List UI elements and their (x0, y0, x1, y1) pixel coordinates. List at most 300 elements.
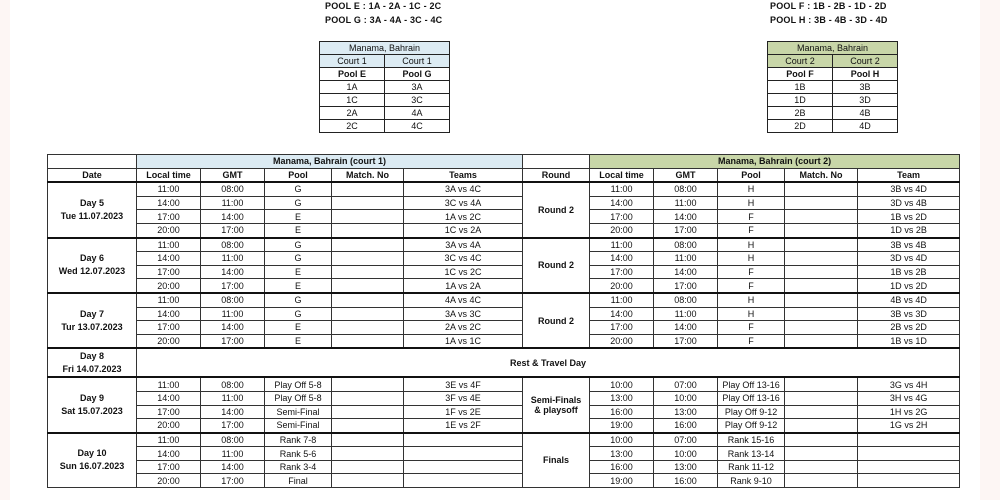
team-2-cell: 1D vs 2B (858, 223, 960, 237)
col-local-time-2: Local time (590, 168, 654, 182)
court1-venue-header: Manama, Bahrain (court 1) (137, 155, 523, 169)
gmt-cell: 11:00 (201, 391, 265, 405)
table-row (48, 405, 960, 419)
team-2-cell: 3B vs 3D (858, 307, 960, 321)
pool-2-cell: H (718, 293, 785, 307)
gmt-2-cell: 11:00 (654, 307, 718, 321)
gmt-cell: 14:00 (201, 265, 265, 279)
team-2-cell: 4B vs 4D (858, 293, 960, 307)
round-label: Semi-Finals (530, 395, 582, 405)
teams-cell (404, 460, 523, 474)
table-row (48, 210, 960, 224)
pool-cell: E (265, 210, 332, 224)
table-row (48, 334, 960, 348)
match-no-2-cell (785, 391, 858, 405)
court1-label-a: Court 1 (320, 55, 385, 68)
gmt-2-cell: 14:00 (654, 321, 718, 335)
team-2-cell (858, 460, 960, 474)
pool-2-cell: H (718, 196, 785, 210)
match-no-cell (332, 265, 404, 279)
round-label: Round 2 (538, 260, 575, 271)
pool-2-cell: F (718, 334, 785, 348)
pool-h-header: Pool H (833, 68, 898, 81)
team-cell: 3B (833, 81, 898, 94)
gmt-cell: 17:00 (201, 419, 265, 433)
match-no-cell (332, 307, 404, 321)
match-no-2-cell (785, 334, 858, 348)
local-time-cell: 14:00 (137, 447, 201, 461)
court2-venue: Manama, Bahrain (768, 42, 898, 55)
day-date: Tur 13.07.2023 (61, 321, 123, 332)
round-cell (523, 182, 590, 237)
day-cell (48, 348, 137, 377)
gmt-2-cell: 07:00 (654, 433, 718, 447)
match-no-2-cell (785, 474, 858, 488)
local-time-2-cell: 16:00 (590, 405, 654, 419)
teams-cell (404, 447, 523, 461)
pool-2-cell: Play Off 9-12 (718, 419, 785, 433)
table-row (48, 377, 960, 391)
local-time-cell: 11:00 (137, 433, 201, 447)
gmt-2-cell: 16:00 (654, 474, 718, 488)
team-2-cell: 1B vs 2B (858, 265, 960, 279)
day-cell (48, 182, 137, 237)
gmt-2-cell: 11:00 (654, 196, 718, 210)
local-time-2-cell: 17:00 (590, 265, 654, 279)
pool-2-cell: H (718, 182, 785, 196)
local-time-cell: 20:00 (137, 279, 201, 293)
teams-cell: 3E vs 4F (404, 377, 523, 391)
gmt-2-cell: 08:00 (654, 182, 718, 196)
gmt-cell: 08:00 (201, 433, 265, 447)
local-time-cell: 14:00 (137, 252, 201, 266)
day-cell (48, 238, 137, 293)
team-2-cell: 1B vs 1D (858, 334, 960, 348)
local-time-2-cell: 16:00 (590, 460, 654, 474)
gmt-2-cell: 10:00 (654, 391, 718, 405)
court2-pool-table (767, 41, 898, 133)
match-no-2-cell (785, 210, 858, 224)
pool-cell: G (265, 293, 332, 307)
match-no-2-cell (785, 321, 858, 335)
match-no-cell (332, 447, 404, 461)
day-label: Day 5 (79, 197, 105, 208)
round-label: Round 2 (538, 315, 575, 326)
local-time-2-cell: 11:00 (590, 238, 654, 252)
col-pool: Pool (265, 168, 332, 182)
table-row (48, 460, 960, 474)
teams-cell: 1F vs 2E (404, 405, 523, 419)
match-no-2-cell (785, 460, 858, 474)
team-cell: 4B (833, 107, 898, 120)
gmt-cell: 17:00 (201, 474, 265, 488)
gmt-cell: 11:00 (201, 252, 265, 266)
team-cell: 4D (833, 120, 898, 133)
pool-cell: E (265, 265, 332, 279)
match-no-cell (332, 391, 404, 405)
teams-cell: 1C vs 2A (404, 223, 523, 237)
day-cell (48, 377, 137, 432)
match-no-2-cell (785, 223, 858, 237)
gmt-cell: 11:00 (201, 307, 265, 321)
day-cell (48, 433, 137, 488)
pool-cell: G (265, 238, 332, 252)
teams-cell: 2A vs 2C (404, 321, 523, 335)
match-no-2-cell (785, 182, 858, 196)
pool-2-cell: F (718, 321, 785, 335)
table-row (48, 279, 960, 293)
match-no-2-cell (785, 279, 858, 293)
local-time-2-cell: 11:00 (590, 182, 654, 196)
local-time-2-cell: 10:00 (590, 433, 654, 447)
team-cell: 3D (833, 94, 898, 107)
round-cell (523, 377, 590, 432)
gmt-cell: 14:00 (201, 460, 265, 474)
match-no-cell (332, 293, 404, 307)
match-no-2-cell (785, 307, 858, 321)
pool-g-header: Pool G (385, 68, 450, 81)
pool-f-definition: POOL F : 1B - 2B - 1D - 2D (770, 1, 887, 11)
local-time-cell: 20:00 (137, 474, 201, 488)
gmt-cell: 08:00 (201, 293, 265, 307)
rest-day-row (48, 348, 960, 377)
col-gmt: GMT (201, 168, 265, 182)
gmt-cell: 11:00 (201, 447, 265, 461)
local-time-cell: 11:00 (137, 182, 201, 196)
local-time-cell: 11:00 (137, 293, 201, 307)
match-no-cell (332, 474, 404, 488)
table-row (48, 293, 960, 307)
gmt-2-cell: 11:00 (654, 252, 718, 266)
pool-2-cell: Rank 9-10 (718, 474, 785, 488)
team-2-cell: 1D vs 2D (858, 279, 960, 293)
team-2-cell: 1G vs 2H (858, 419, 960, 433)
gmt-2-cell: 14:00 (654, 265, 718, 279)
day-cell (48, 293, 137, 348)
team-2-cell: 1H vs 2G (858, 405, 960, 419)
pool-h-definition: POOL H : 3B - 4B - 3D - 4D (770, 15, 888, 25)
local-time-cell: 20:00 (137, 334, 201, 348)
pool-cell: Rank 5-6 (265, 447, 332, 461)
teams-cell: 1A vs 2A (404, 279, 523, 293)
local-time-2-cell: 14:00 (590, 307, 654, 321)
teams-cell: 1E vs 2F (404, 419, 523, 433)
match-no-cell (332, 433, 404, 447)
pool-2-cell: F (718, 223, 785, 237)
local-time-cell: 17:00 (137, 265, 201, 279)
pool-2-cell: Play Off 9-12 (718, 405, 785, 419)
local-time-2-cell: 11:00 (590, 293, 654, 307)
pool-cell: E (265, 321, 332, 335)
match-no-2-cell (785, 238, 858, 252)
pool-cell: Final (265, 474, 332, 488)
table-row (48, 474, 960, 488)
local-time-2-cell: 10:00 (590, 377, 654, 391)
pool-2-cell: Rank 13-14 (718, 447, 785, 461)
pool-cell: G (265, 252, 332, 266)
pool-cell: G (265, 307, 332, 321)
match-no-cell (332, 252, 404, 266)
round-label: & playsoff (534, 405, 578, 415)
gmt-2-cell: 16:00 (654, 419, 718, 433)
gmt-2-cell: 10:00 (654, 447, 718, 461)
table-row (48, 182, 960, 196)
local-time-2-cell: 13:00 (590, 447, 654, 461)
day-label: Day 7 (79, 308, 105, 319)
pool-g-definition: POOL G : 3A - 4A - 3C - 4C (325, 15, 443, 25)
col-local-time: Local time (137, 168, 201, 182)
court2-label-b: Court 2 (833, 55, 898, 68)
match-no-cell (332, 196, 404, 210)
match-no-2-cell (785, 447, 858, 461)
court1-venue: Manama, Bahrain (320, 42, 450, 55)
team-cell: 2A (320, 107, 385, 120)
match-no-2-cell (785, 265, 858, 279)
teams-cell: 3F vs 4E (404, 391, 523, 405)
local-time-cell: 14:00 (137, 307, 201, 321)
local-time-cell: 14:00 (137, 196, 201, 210)
local-time-cell: 11:00 (137, 377, 201, 391)
team-cell: 1D (768, 94, 833, 107)
table-row (48, 252, 960, 266)
teams-cell: 3A vs 4C (404, 182, 523, 196)
local-time-2-cell: 19:00 (590, 419, 654, 433)
col-team-2: Team (858, 168, 960, 182)
team-2-cell: 3B vs 4B (858, 238, 960, 252)
day-label: Day 6 (79, 253, 105, 264)
local-time-cell: 14:00 (137, 391, 201, 405)
pool-2-cell: F (718, 210, 785, 224)
court2-label-a: Court 2 (768, 55, 833, 68)
pool-2-cell: F (718, 279, 785, 293)
team-cell: 3A (385, 81, 450, 94)
pool-cell: Play Off 5-8 (265, 377, 332, 391)
match-no-2-cell (785, 196, 858, 210)
gmt-cell: 11:00 (201, 196, 265, 210)
gmt-cell: 17:00 (201, 223, 265, 237)
local-time-2-cell: 20:00 (590, 279, 654, 293)
team-cell: 2C (320, 120, 385, 133)
teams-cell: 1A vs 2C (404, 210, 523, 224)
team-cell: 3C (385, 94, 450, 107)
pool-2-cell: F (718, 265, 785, 279)
team-2-cell: 3G vs 4H (858, 377, 960, 391)
pool-cell: G (265, 196, 332, 210)
rest-day-label: Rest & Travel Day (137, 348, 960, 377)
gmt-cell: 17:00 (201, 334, 265, 348)
court1-pool-table (319, 41, 450, 133)
col-gmt-2: GMT (654, 168, 718, 182)
local-time-2-cell: 14:00 (590, 196, 654, 210)
gmt-2-cell: 14:00 (654, 210, 718, 224)
day-date: Sun 16.07.2023 (59, 461, 125, 472)
team-cell: 2B (768, 107, 833, 120)
gmt-cell: 08:00 (201, 182, 265, 196)
teams-cell: 4A vs 4C (404, 293, 523, 307)
pool-cell: Semi-Final (265, 405, 332, 419)
pool-2-cell: H (718, 307, 785, 321)
team-2-cell (858, 474, 960, 488)
pool-2-cell: Play Off 13-16 (718, 377, 785, 391)
col-date: Date (48, 168, 137, 182)
gmt-2-cell: 13:00 (654, 460, 718, 474)
col-match-no: Match. No (332, 168, 404, 182)
gmt-2-cell: 17:00 (654, 334, 718, 348)
pool-cell: E (265, 334, 332, 348)
local-time-2-cell: 20:00 (590, 334, 654, 348)
table-row (48, 307, 960, 321)
day-label: Day 9 (79, 393, 105, 403)
pool-2-cell: Play Off 13-16 (718, 391, 785, 405)
table-row (48, 321, 960, 335)
pool-2-cell: Rank 11-12 (718, 460, 785, 474)
local-time-cell: 17:00 (137, 460, 201, 474)
col-teams: Teams (404, 168, 523, 182)
court2-venue-header: Manama, Bahrain (court 2) (590, 155, 960, 169)
table-row (48, 265, 960, 279)
teams-cell: 3A vs 3C (404, 307, 523, 321)
match-no-cell (332, 223, 404, 237)
local-time-cell: 20:00 (137, 223, 201, 237)
local-time-cell: 17:00 (137, 405, 201, 419)
teams-cell: 3A vs 4A (404, 238, 523, 252)
team-2-cell (858, 447, 960, 461)
gmt-cell: 14:00 (201, 210, 265, 224)
gmt-cell: 17:00 (201, 279, 265, 293)
court1-label-b: Court 1 (385, 55, 450, 68)
day-date: Tue 11.07.2023 (60, 210, 124, 221)
gmt-cell: 14:00 (201, 321, 265, 335)
team-2-cell (858, 433, 960, 447)
local-time-2-cell: 14:00 (590, 252, 654, 266)
teams-cell (404, 474, 523, 488)
table-row (48, 391, 960, 405)
match-no-2-cell (785, 293, 858, 307)
team-cell: 1A (320, 81, 385, 94)
pool-cell: E (265, 223, 332, 237)
col-round: Round (523, 168, 590, 182)
match-schedule-table (47, 154, 960, 488)
day-label: Day 8 (79, 350, 105, 361)
pool-cell: E (265, 279, 332, 293)
corner-cell (48, 155, 137, 169)
gmt-2-cell: 13:00 (654, 405, 718, 419)
day-date: Sat 15.07.2023 (61, 406, 123, 416)
local-time-cell: 17:00 (137, 321, 201, 335)
match-no-cell (332, 460, 404, 474)
day-date: Wed 12.07.2023 (58, 266, 126, 277)
local-time-2-cell: 17:00 (590, 321, 654, 335)
match-no-cell (332, 321, 404, 335)
table-row (48, 223, 960, 237)
round-label: Round 2 (538, 204, 575, 215)
match-no-2-cell (785, 433, 858, 447)
pool-cell: Rank 3-4 (265, 460, 332, 474)
match-no-cell (332, 334, 404, 348)
day-label: Day 10 (77, 448, 107, 459)
team-2-cell: 3D vs 4B (858, 196, 960, 210)
pool-f-header: Pool F (768, 68, 833, 81)
table-row (48, 447, 960, 461)
teams-cell: 1A vs 1C (404, 334, 523, 348)
col-pool-2: Pool (718, 168, 785, 182)
match-no-2-cell (785, 377, 858, 391)
gmt-cell: 08:00 (201, 377, 265, 391)
match-no-cell (332, 238, 404, 252)
match-no-cell (332, 377, 404, 391)
pool-cell: Semi-Final (265, 419, 332, 433)
gmt-2-cell: 08:00 (654, 293, 718, 307)
pool-e-header: Pool E (320, 68, 385, 81)
pool-2-cell: H (718, 252, 785, 266)
local-time-2-cell: 17:00 (590, 210, 654, 224)
table-row (48, 238, 960, 252)
spacer-cell (523, 155, 590, 169)
pool-cell: Rank 7-8 (265, 433, 332, 447)
match-no-cell (332, 210, 404, 224)
local-time-cell: 20:00 (137, 419, 201, 433)
pool-cell: G (265, 182, 332, 196)
gmt-2-cell: 07:00 (654, 377, 718, 391)
team-2-cell: 3H vs 4G (858, 391, 960, 405)
local-time-cell: 17:00 (137, 210, 201, 224)
match-no-2-cell (785, 405, 858, 419)
col-match-no-2: Match. No (785, 168, 858, 182)
team-cell: 1C (320, 94, 385, 107)
table-row (48, 196, 960, 210)
pool-e-definition: POOL E : 1A - 2A - 1C - 2C (325, 1, 442, 11)
table-row (48, 433, 960, 447)
team-cell: 1B (768, 81, 833, 94)
teams-cell: 3C vs 4C (404, 252, 523, 266)
team-2-cell: 3D vs 4D (858, 252, 960, 266)
round-cell (523, 293, 590, 348)
teams-cell: 3C vs 4A (404, 196, 523, 210)
team-cell: 4C (385, 120, 450, 133)
round-cell (523, 433, 590, 488)
match-no-2-cell (785, 419, 858, 433)
match-no-cell (332, 279, 404, 293)
match-no-cell (332, 419, 404, 433)
local-time-cell: 11:00 (137, 238, 201, 252)
pool-2-cell: Rank 15-16 (718, 433, 785, 447)
match-no-2-cell (785, 252, 858, 266)
table-row (48, 419, 960, 433)
team-2-cell: 3B vs 4D (858, 182, 960, 196)
day-date: Fri 14.07.2023 (62, 363, 122, 374)
gmt-cell: 14:00 (201, 405, 265, 419)
team-cell: 2D (768, 120, 833, 133)
local-time-2-cell: 20:00 (590, 223, 654, 237)
local-time-2-cell: 13:00 (590, 391, 654, 405)
gmt-cell: 08:00 (201, 238, 265, 252)
team-2-cell: 1B vs 2D (858, 210, 960, 224)
teams-cell (404, 433, 523, 447)
team-2-cell: 2B vs 2D (858, 321, 960, 335)
pool-cell: Play Off 5-8 (265, 391, 332, 405)
local-time-2-cell: 19:00 (590, 474, 654, 488)
gmt-2-cell: 17:00 (654, 223, 718, 237)
gmt-2-cell: 17:00 (654, 279, 718, 293)
gmt-2-cell: 08:00 (654, 238, 718, 252)
match-no-cell (332, 405, 404, 419)
teams-cell: 1C vs 2C (404, 265, 523, 279)
pool-2-cell: H (718, 238, 785, 252)
match-no-cell (332, 182, 404, 196)
team-cell: 4A (385, 107, 450, 120)
round-label: Finals (543, 455, 570, 466)
round-cell (523, 238, 590, 293)
